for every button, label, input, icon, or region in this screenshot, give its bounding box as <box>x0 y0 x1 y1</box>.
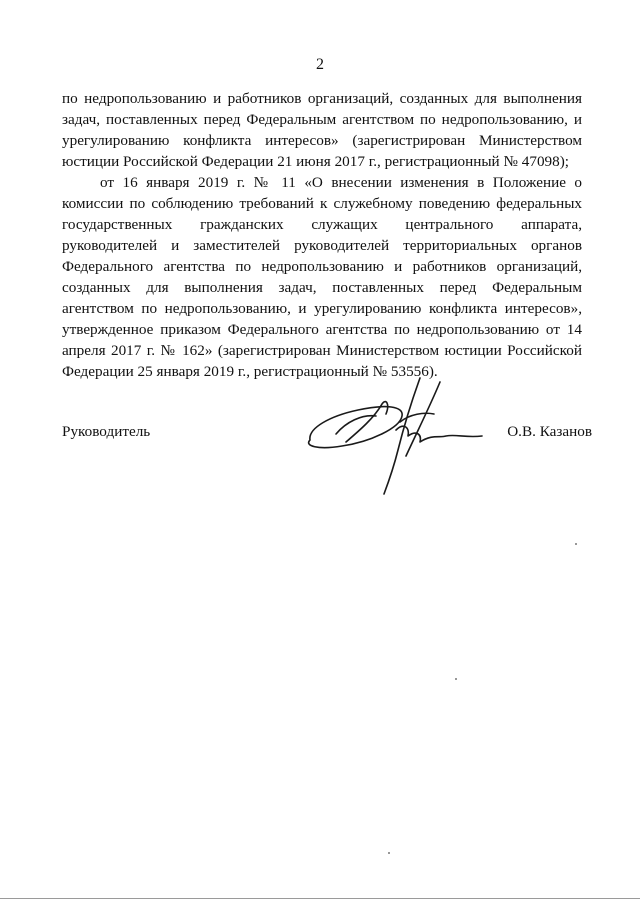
scan-edge-line <box>0 898 640 899</box>
signer-title: Руководитель <box>62 423 151 440</box>
paragraph-continuation: по недропользованию и работников организаций, созданных для выполнения задач, поставленных перед Федеральным агентством по недропользованию, и урегулированию конфликта интересов» (зарегистрирован Министерством юстиции Российской Федерации 21 июня 2017 г., регистрационный № 47098); <box>62 90 582 170</box>
signer-name: О.В. Казанов <box>507 423 592 440</box>
paragraph-amendment: от 16 января 2019 г. № 11 «О внесении изменения в Положение о комиссии по соблюдению требований к служебному поведению федеральных государственных гражданских служащих центрального аппарата, руководителей и заместителей руководителей территориальных органов Федерального агентства по недропользованию и работников организаций, созданных для выполнения задач, поставленных перед Федеральным агентством по недропользованию, и урегулированию конфликта интересов», утвержденное приказом Федерального агентства по недропользованию от 14 апреля 2017 г. № 162» (зарегистрирован Министерством юстиции Российской Федерации 25 января 2019 г., регистрационный № 53556). <box>62 174 582 380</box>
scan-speck <box>575 543 577 545</box>
handwritten-signature <box>300 370 500 510</box>
scan-speck <box>455 678 457 680</box>
scan-speck <box>388 852 390 854</box>
page-number: 2 <box>316 56 324 73</box>
